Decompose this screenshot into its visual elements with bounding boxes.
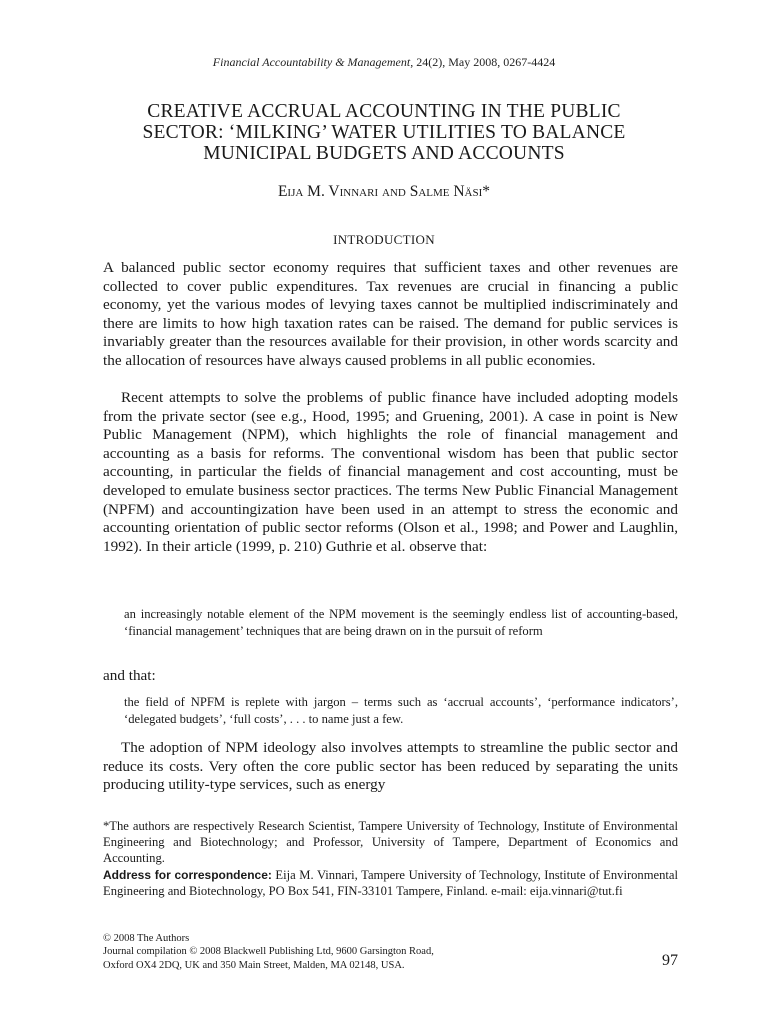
section-heading: INTRODUCTION xyxy=(333,232,435,247)
page-number: 97 xyxy=(662,952,678,969)
copyright-line: Oxford OX4 2DQ, UK and 350 Main Street, Malden, MA 02148, USA. xyxy=(103,959,405,971)
author-footnote: *The authors are respectively Research Scientist, Tampere University of Technology, Institute of Environmental Engineering and Biotechnology; and Professor, University of Tampere, Department of Economics and Accounting. xyxy=(103,819,678,865)
paragraph-1: A balanced public sector economy requires that sufficient taxes and other revenues are collected to cover public expenditures. Tax revenues are crucial in financing a public economy, yet the various modes of levying taxes cannot be multiplied indiscriminately and there are limits to how high taxation rates can be raised. The demand for public services is invariably greater than the resources available for their provision, in other words scarcity and the allocation of resources have always caused problems in all public economies. xyxy=(103,259,678,369)
copyright-notice xyxy=(103,932,603,972)
authors-line: Eija M. Vinnari and Salme Näsi* xyxy=(277,183,491,200)
journal-details: , 24(2), May 2008, 0267-4424 xyxy=(410,55,556,69)
block-quote-2: the field of NPFM is replete with jargon – terms such as ‘accrual accounts’, ‘performance indicators’, ‘delegated budgets’, ‘full costs’, . . . to name just a few. xyxy=(124,695,678,726)
address-footnote xyxy=(103,867,678,899)
paragraph-3: The adoption of NPM ideology also involves attempts to streamline the public sector and reduce its costs. Very often the core public sector has been reduced by separating the units producing utility-type services, such as energy xyxy=(103,739,678,794)
paragraph-2: Recent attempts to solve the problems of public finance have included adopting models from the private sector (see e.g., Hood, 1995; and Gruening, 2001). A case in point is New Public Management (NPM), which highlights the role of financial management and accounting as a basis for reforms. The conventional wisdom has been that public sector accounting, in particular the fields of financial management and cost accounting, must be developed to emulate business sector practices. The terms New Public Financial Management (NPFM) and accountingization have been used in an attempt to stress the economic and accounting orientation of public sector reforms (Olson et al., 1998; and Power and Laughlin, 1992). In their article (1999, p. 210) Guthrie et al. observe that: xyxy=(103,389,678,555)
journal-name: Financial Accountability & Management xyxy=(212,55,411,69)
article-title xyxy=(80,101,688,164)
address-label: Address for correspondence: xyxy=(103,868,272,882)
running-head xyxy=(0,55,768,70)
title-line: SECTOR: ‘MILKING’ WATER UTILITIES TO BALANCE xyxy=(142,122,626,143)
copyright-line: Journal compilation © 2008 Blackwell Publishing Ltd, 9600 Garsington Road, xyxy=(103,946,434,958)
title-line: MUNICIPAL BUDGETS AND ACCOUNTS xyxy=(203,143,565,164)
address-text: Eija M. Vinnari, Tampere University of Technology, Institute of Environmental Engineering and Biotechnology, PO Box 541, FIN-33101 Tampere, Finland. e-mail: eija.vinnari@tut.fi xyxy=(103,868,679,898)
copyright-line: © 2008 The Authors xyxy=(103,933,190,944)
title-line: CREATIVE ACCRUAL ACCOUNTING IN THE PUBLIC xyxy=(147,101,621,122)
block-quote-1: an increasingly notable element of the NPM movement is the seemingly endless list of accounting-based, ‘financial management’ techniques that are being drawn on in the pursuit of reform xyxy=(124,607,678,638)
and-that-text: and that: xyxy=(103,667,156,684)
